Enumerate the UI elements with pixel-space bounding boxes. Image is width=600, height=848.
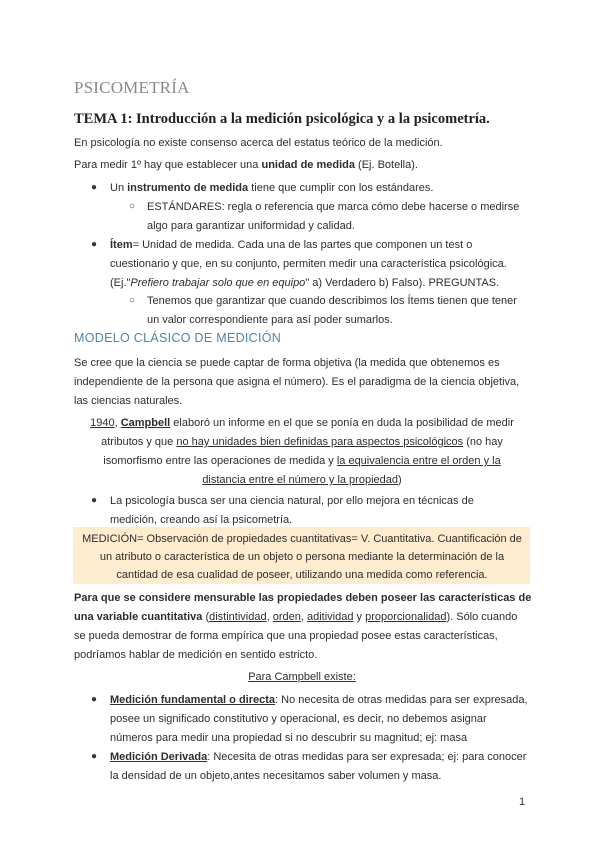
text-underline: proporcionalidad — [365, 611, 447, 623]
section-heading: MODELO CLÁSICO DE MEDICIÓN — [74, 331, 282, 345]
text-underline: 1940 — [90, 417, 115, 429]
text: atributos y que — [101, 436, 177, 448]
bullet-icon: ● — [91, 239, 98, 250]
bullet-psicologia-line-1: La psicología busca ser una ciencia natural, por ello mejora en técnicas de — [110, 495, 474, 507]
paragraph-ciencia-line-2: independiente de la persona que asigna el número). Es el paradigma de la ciencia objetiva, — [74, 376, 520, 388]
text: = Unidad de medida. — [132, 239, 235, 251]
text: ) — [398, 474, 402, 486]
medicion-definition-line-3: cantidad de esa cualidad de poseer, utilizando una medida como referencia. — [116, 569, 488, 581]
medicion-definition-line-2: un atributo o característica de un objeto o persona mediante la determinación de la — [99, 551, 505, 563]
paragraph-mensurable-line-2 — [74, 608, 517, 627]
text-underline: distancia entre el número y la propiedad — [202, 474, 398, 486]
text: ( — [202, 611, 210, 623]
medicion-definition-line-1: MEDICIÓN= Observación de propiedades cuantitativas= V. Cuantitativa. Cuantificación de — [82, 533, 522, 545]
sub-bullet-estandares-line-1: ESTÁNDARES: regla o referencia que marca cómo debe hacerse o medirse — [147, 201, 520, 213]
text: (Ej." — [110, 277, 131, 289]
text-bold: instrumento de medida — [127, 182, 249, 194]
bullet-item-line-3 — [110, 274, 499, 293]
text: Un — [110, 182, 128, 194]
text: : No necesita de otras medidas para ser expresada, — [275, 694, 528, 706]
document-title: PSICOMETRÍA — [74, 78, 190, 97]
bullet-icon: ● — [91, 694, 98, 705]
bullet-icon: ● — [91, 495, 98, 506]
sub-bullet-items-line-1: Tenemos que garantizar que cuando describimos los Ítems tienen que tener — [147, 295, 517, 307]
paragraph-ciencia-line-1: Se cree que la ciencia se puede captar de forma objetiva (la medida que obtenemos es — [74, 357, 500, 369]
text: elaboró un informe en el que se ponía en duda la posibilidad de medir — [170, 417, 514, 429]
text: y — [353, 611, 366, 623]
text: tiene que cumplir con los estándares. — [248, 182, 434, 194]
text-bold: unidad de medida — [261, 159, 355, 171]
bullet-medicion-derivada-line-1 — [110, 748, 526, 767]
text: , — [300, 611, 307, 623]
text-bold: una variable cuantitativa — [74, 611, 203, 623]
text: : Necesita de otras medidas para ser expresada; ej: para conocer — [207, 751, 527, 763]
sub-bullet-icon: ○ — [129, 201, 136, 212]
text-bold-underline: Campbell — [120, 417, 171, 429]
text: , — [266, 611, 273, 623]
paragraph-mensurable-line-1: Para que se considere mensurable las propiedades deben poseer las características de — [74, 592, 532, 604]
bullet-medicion-fundamental-line-2: posee un significado constitutivo y operacional, es decir, no debemos asignar — [110, 713, 487, 725]
campbell-line-4 — [74, 471, 530, 490]
text-bold-underline: Medición fundamental o directa — [110, 694, 276, 706]
sub-bullet-icon: ○ — [129, 295, 136, 306]
campbell-subheading: Para Campbell existe: — [248, 671, 356, 683]
paragraph-mensurable-line-3: se pueda demostrar de forma empírica que una propiedad posee estas características, — [74, 630, 498, 642]
paragraph-unidad-medida — [74, 156, 418, 175]
bullet-item-line-1 — [110, 236, 472, 255]
text-underline: distintividad — [209, 611, 267, 623]
bullet-item-line-2: cuestionario y que, en su conjunto, permiten medir una característica psicológica. — [110, 258, 507, 270]
campbell-line-3 — [74, 452, 530, 471]
paragraph-mensurable-line-4: podríamos hablar de medición en sentido estricto. — [74, 649, 318, 661]
text: (no hay — [463, 436, 503, 448]
paragraph-ciencia-line-3: las ciencias naturales. — [74, 395, 183, 407]
sub-bullet-items-line-2: un valor correspondiente para así poder sumarlos. — [147, 314, 393, 326]
campbell-line-1 — [74, 414, 530, 433]
text: , — [114, 417, 121, 429]
page-number: 1 — [519, 796, 526, 808]
text: " a) Verdadero b) Falso). PREGUNTAS. — [305, 277, 500, 289]
bullet-medicion-derivada-line-2: la densidad de un objeto,antes necesitamos saber volumen y masa. — [110, 770, 442, 782]
bullet-instrumento — [110, 179, 433, 198]
text: (Ej. Botella). — [354, 159, 418, 171]
bullet-medicion-fundamental-line-1 — [110, 691, 528, 710]
sub-bullet-estandares-line-2: algo para garantizar uniformidad y calidad. — [147, 220, 355, 232]
text: Cada una de las partes que componen un test o — [234, 239, 473, 251]
tema-heading: TEMA 1: Introducción a la medición psicológica y a la psicometría. — [74, 111, 490, 127]
paragraph-consenso: En psicología no existe consenso acerca del estatus teórico de la medición. — [74, 137, 443, 149]
bullet-icon: ● — [91, 751, 98, 762]
text: Para medir 1º hay que establecer una — [74, 159, 262, 171]
text-underline: la equivalencia entre el orden y la — [336, 455, 501, 467]
text-italic: Prefiero trabajar solo que en equipo — [130, 277, 306, 289]
text-bold-underline: Medición Derivada — [110, 751, 208, 763]
bullet-medicion-fundamental-line-3: números para medir una propiedad si no descubrir su magnitud; ej: masa — [110, 732, 468, 744]
text-underline: orden — [272, 611, 301, 623]
text: ). Sólo cuando — [446, 611, 518, 623]
bullet-psicologia-line-2: medición, creando así la psicometría. — [110, 514, 293, 526]
text-underline: no hay unidades bien definidas para aspectos psicológicos — [176, 436, 464, 448]
text: isomorfismo entre las operaciones de medida y — [103, 455, 337, 467]
campbell-line-2 — [74, 433, 530, 452]
text-bold: Ítem — [110, 239, 133, 251]
bullet-icon: ● — [91, 182, 98, 193]
text-underline: aditividad — [307, 611, 354, 623]
